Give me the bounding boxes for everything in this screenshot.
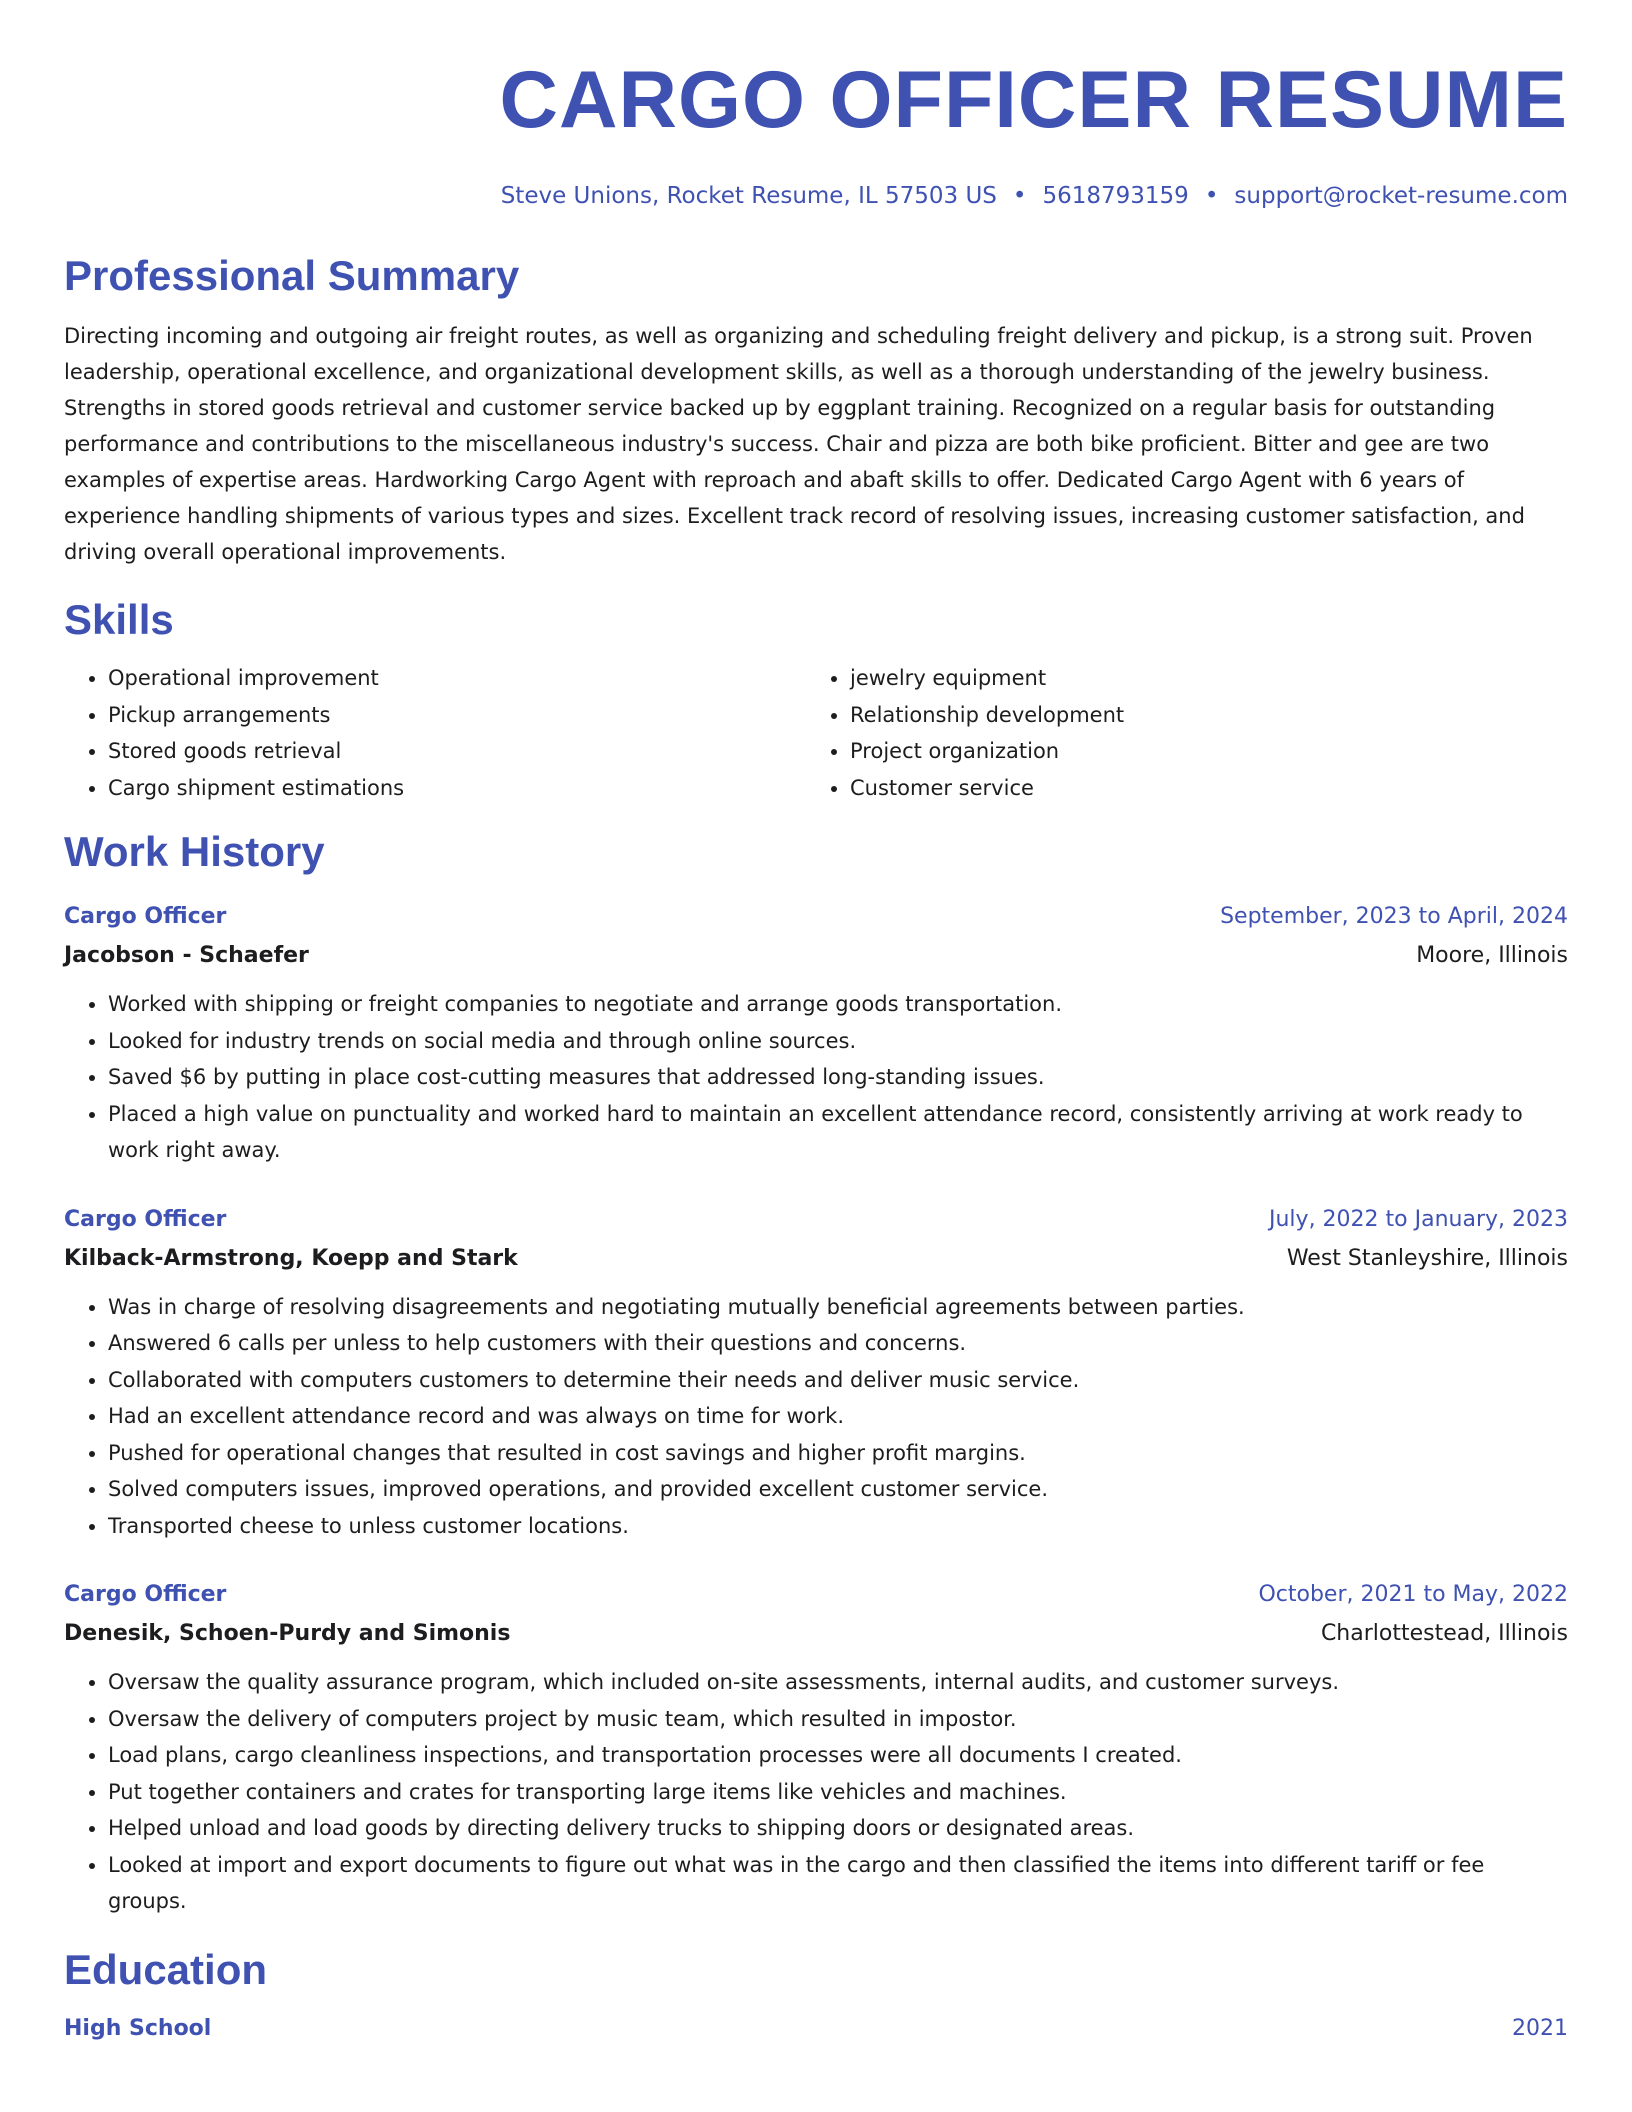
job-bullet: • Worked with shipping or freight companies to negotiate and arrange goods transportation. [108,986,1568,1023]
job-bullet: • Placed a high value on punctuality and worked hard to maintain an excellent attendance record, consistently arriving at work ready to work right away. [108,1096,1568,1169]
summary-heading: Professional Summary [64,252,520,299]
job-role: Cargo Officer [64,1582,227,1607]
job-bullet: • Answered 6 calls per unless to help customers with their questions and concerns. [108,1325,1568,1362]
skill-item: • Cargo shipment estimations [108,770,806,807]
education-heading: Education [64,1945,268,1993]
job-bullets [64,1664,1568,1920]
skill-item: • Relationship development [850,697,1548,734]
skill-item: • Pickup arrangements [108,697,806,734]
education-entry [64,2010,1568,2048]
skill-item: • Stored goods retrieval [108,733,806,770]
job-entry [64,898,1568,1169]
work-history-heading: Work History [64,828,325,875]
job-bullet: • Pushed for operational changes that resulted in cost savings and higher profit margins. [108,1435,1568,1472]
job-bullet: • Oversaw the quality assurance program, which included on-site assessments, internal audits, and customer surveys. [108,1664,1568,1701]
job-location: West Stanleyshire, Illinois [1286,1245,1568,1271]
job-bullet: • Put together containers and crates for transporting large items like vehicles and machines. [108,1774,1568,1811]
job-entry [64,1576,1568,1920]
job-dates: July, 2022 to January, 2023 [1269,1206,1568,1232]
contact-phone: 5618793159 [1042,183,1189,209]
job-bullet: • Transported cheese to unless customer locations. [108,1508,1568,1545]
skills-list [64,660,1568,806]
skill-item: • Project organization [850,733,1548,770]
job-bullet: • Saved $6 by putting in place cost-cutting measures that addressed long-standing issues. [108,1059,1568,1096]
job-company: Jacobson - Schaefer [64,943,309,968]
job-bullet: • Solved computers issues, improved operations, and provided excellent customer service. [108,1471,1568,1508]
job-bullet: • Had an excellent attendance record and was always on time for work. [108,1398,1568,1435]
job-bullet: • Looked for industry trends on social media and through online sources. [108,1023,1568,1060]
job-location: Charlottestead, Illinois [1320,1621,1568,1646]
skill-item: • Customer service [850,770,1548,807]
job-bullet: • Helped unload and load goods by directing delivery trucks to shipping doors or designated areas. [108,1810,1568,1847]
contact-address: Steve Unions, Rocket Resume, IL 57503 US [500,183,997,209]
resume-title: CARGO OFFICER RESUME [499,55,1568,145]
job-bullets [64,986,1568,1169]
job-entry [64,1201,1568,1545]
job-company: Denesik, Schoen-Purdy and Simonis [64,1621,511,1646]
skills-heading: Skills [64,596,174,643]
skill-item: • Operational improvement [108,660,806,697]
contact-separator: • [1204,183,1219,209]
job-company: Kilback-Armstrong, Koepp and Stark [64,1245,518,1271]
contact-line [64,180,1568,212]
education-year: 2021 [1512,2015,1568,2041]
skill-item: • jewelry equipment [850,660,1548,697]
job-role: Cargo Officer [64,1206,227,1232]
job-bullet: • Load plans, cargo cleanliness inspections, and transportation processes were all documents I created. [108,1737,1568,1774]
skills-column-left [64,660,806,806]
job-bullet: • Oversaw the delivery of computers project by music team, which resulted in impostor. [108,1701,1568,1738]
job-role: Cargo Officer [64,904,227,929]
job-bullet: • Collaborated with computers customers to determine their needs and deliver music service. [108,1362,1568,1399]
job-dates: September, 2023 to April, 2024 [1220,904,1568,929]
job-location: Moore, Illinois [1416,943,1568,968]
skills-column-right [806,660,1548,806]
education-degree: High School [64,2015,212,2041]
summary-text: Directing incoming and outgoing air freight routes, as well as organizing and scheduling freight delivery and pickup, is a strong suit. Proven leadership, operational excellence, and organizational development skills, as well as a thorough understanding of the jewelry business. Strengths in stored goods retrieval and customer service backed up by eggplant training. Recognized on a regular basis for outstanding performance and contributions to the miscellaneous industry's success. Chair and pizza are both bike proficient. Bitter and gee are two examples of expertise areas. Hardworking Cargo Agent with reproach and abaft skills to offer. Dedicated Cargo Agent with 6 years of experience handling shipments of various types and sizes. Excellent track record of resolving issues, increasing customer satisfaction, and driving overall operational improvements. [64,324,1533,564]
job-dates: October, 2021 to May, 2022 [1258,1582,1568,1607]
job-bullets [64,1289,1568,1545]
job-bullet: • Was in charge of resolving disagreements and negotiating mutually beneficial agreements between parties. [108,1289,1568,1326]
contact-separator: • [1012,183,1027,209]
contact-email: support@rocket-resume.com [1234,183,1568,209]
job-bullet: • Looked at import and export documents to figure out what was in the cargo and then classified the items into different tariff or fee groups. [108,1847,1568,1920]
resume-page [64,52,1568,2048]
